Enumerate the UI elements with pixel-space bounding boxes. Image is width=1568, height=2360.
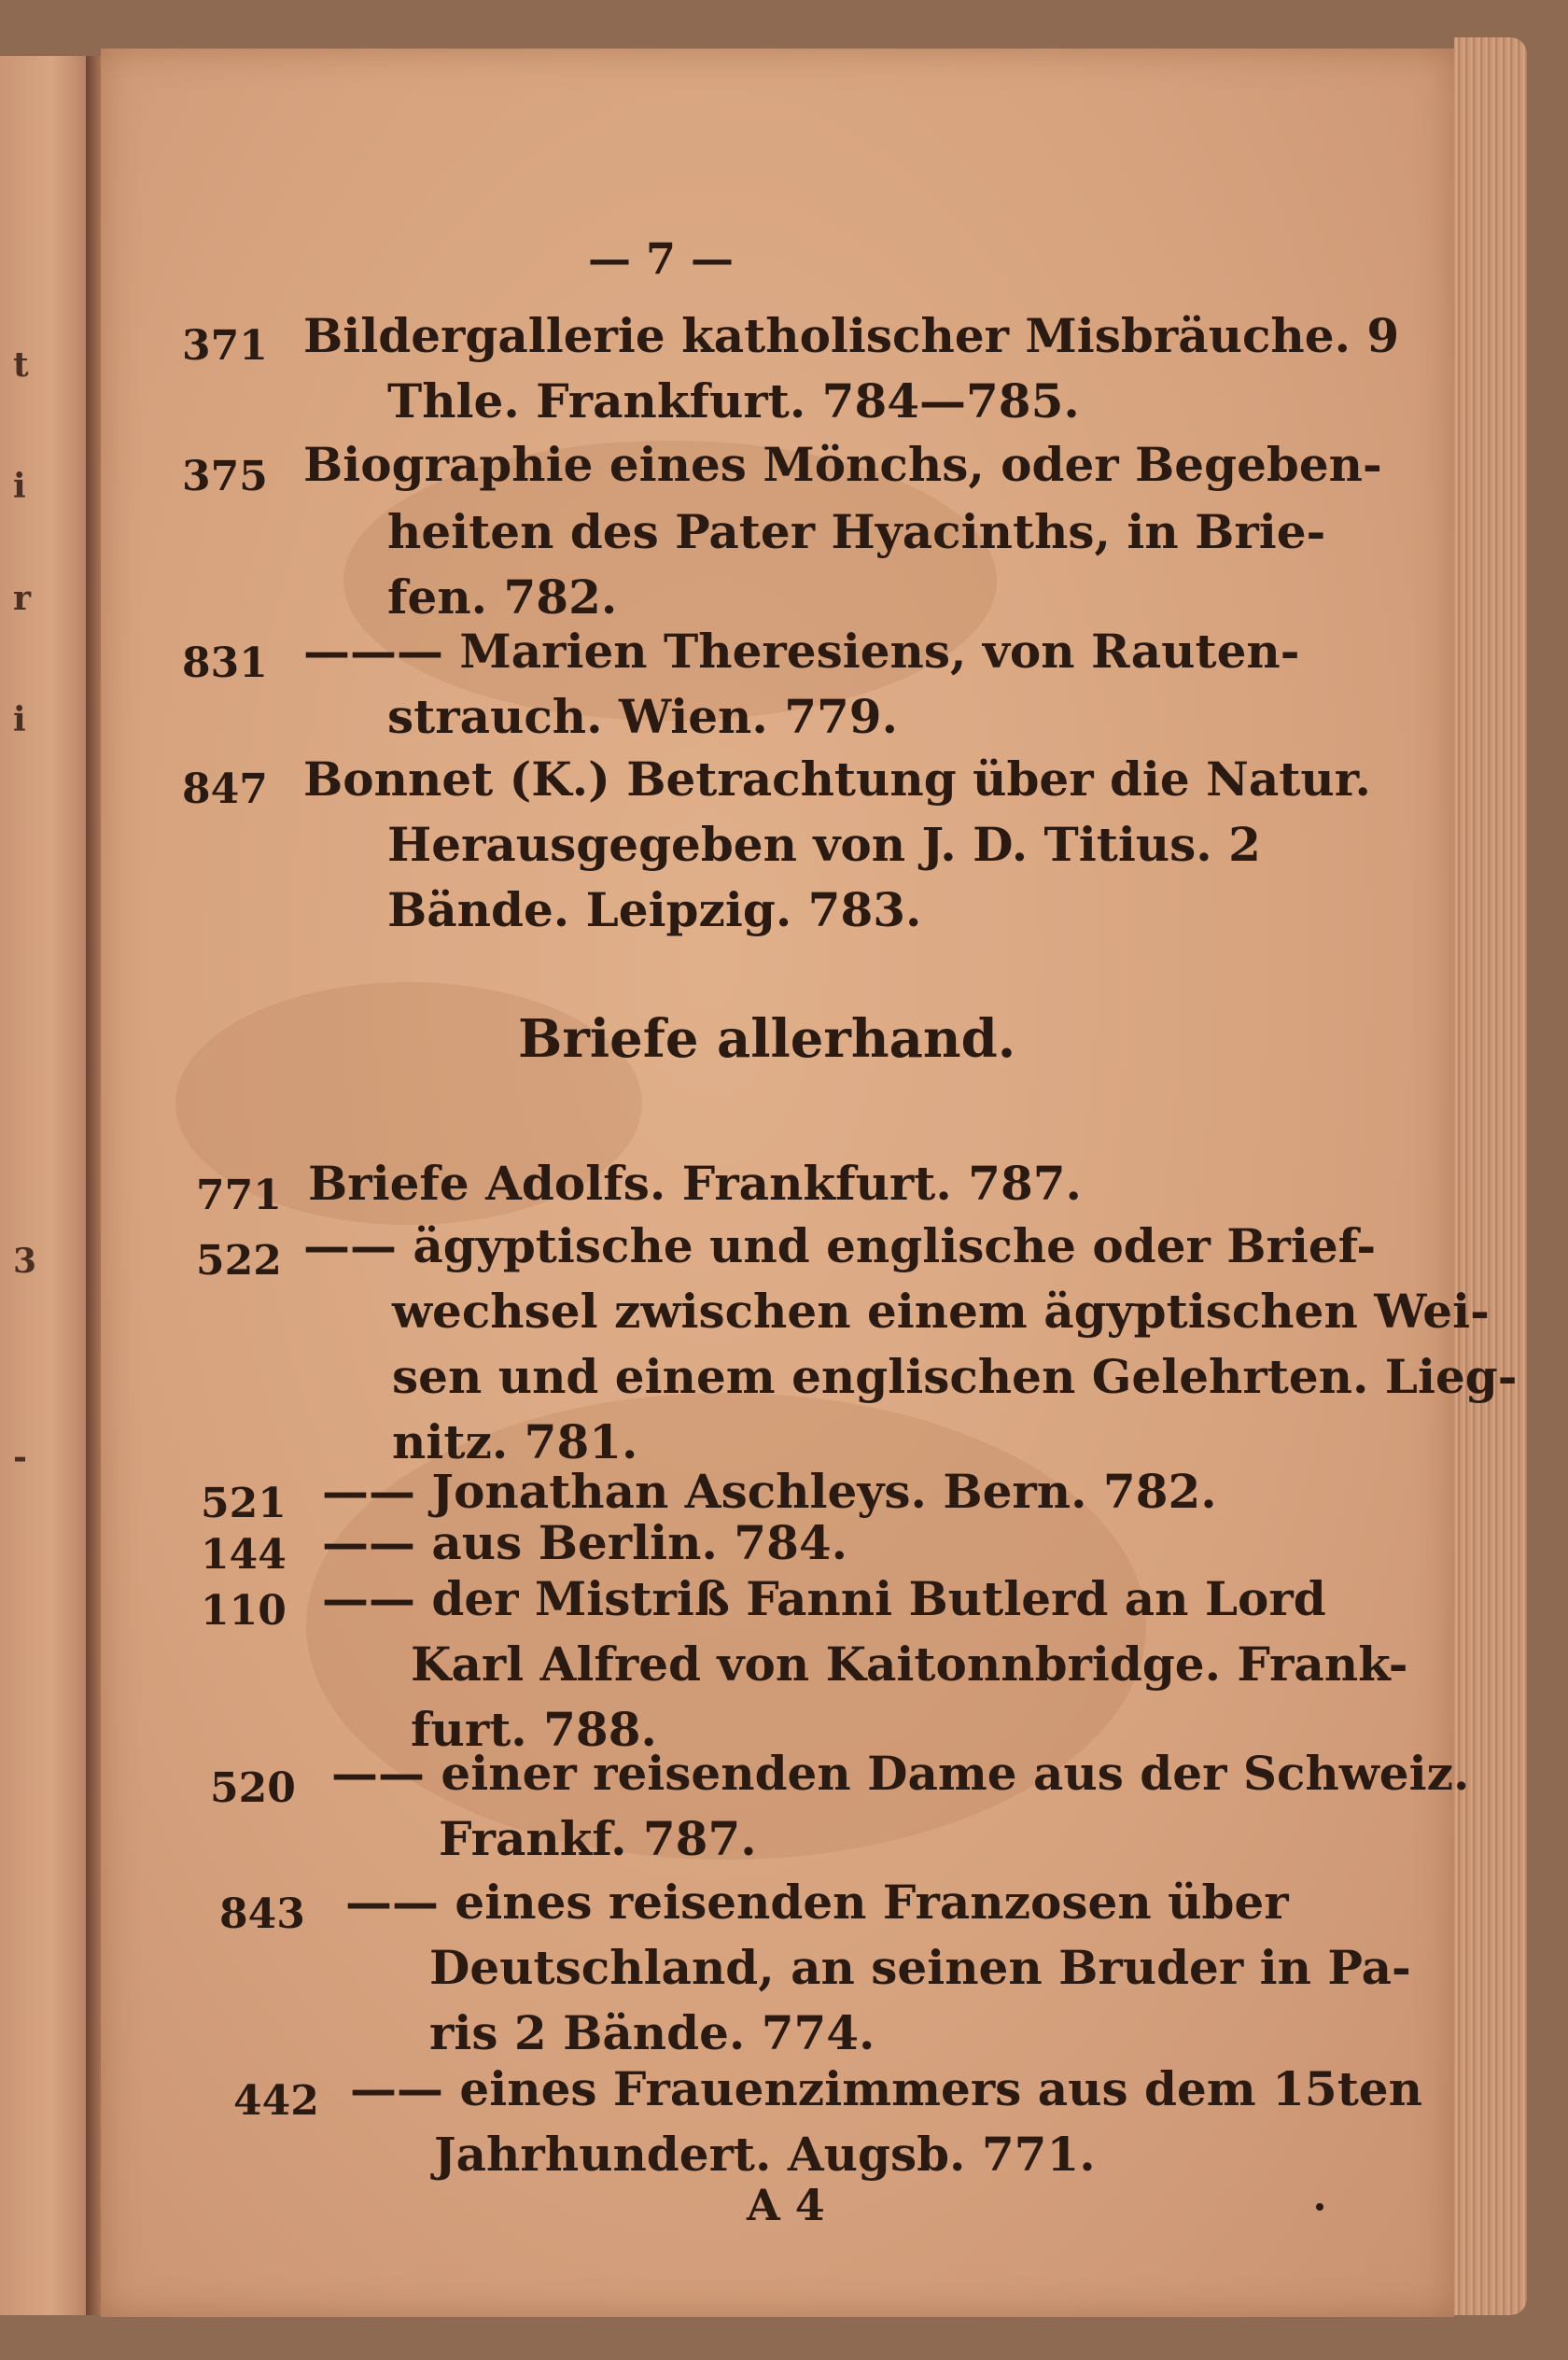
left-page-fragment: 3 xyxy=(13,1242,37,1281)
entry-number: 442 xyxy=(233,2077,319,2125)
page-edges xyxy=(1454,37,1527,2315)
ink-dot xyxy=(1316,2203,1323,2211)
entry-line: —— einer reisenden Dame aus der Schweiz. xyxy=(331,1746,1470,1801)
entry-number: 522 xyxy=(196,1237,282,1285)
entry-number: 144 xyxy=(201,1531,287,1579)
entry-line: —— ägyptische und englische oder Brief- xyxy=(303,1218,1377,1273)
page-header: — 7 — xyxy=(588,233,735,284)
entry-line: Briefe Adolfs. Frankfurt. 787. xyxy=(308,1156,1082,1211)
entry-number: 521 xyxy=(201,1480,287,1527)
entry-number: 520 xyxy=(210,1764,296,1812)
entry-line: furt. 788. xyxy=(411,1702,657,1757)
entry-line: —— aus Berlin. 784. xyxy=(322,1515,848,1570)
entry-line: Frankf. 787. xyxy=(439,1811,757,1866)
entry-line: Bildergallerie katholischer Misbräuche. 9 xyxy=(303,308,1400,363)
book-gutter xyxy=(86,56,101,2315)
entry-line: Karl Alfred von Kaitonnbridge. Frank- xyxy=(411,1637,1408,1692)
entry-number: 771 xyxy=(196,1172,282,1219)
entry-number: 847 xyxy=(182,766,268,813)
entry-line: strauch. Wien. 779. xyxy=(387,689,898,744)
entry-line: —— Jonathan Aschleys. Bern. 782. xyxy=(322,1464,1217,1519)
entry-line: Biographie eines Mönchs, oder Begeben- xyxy=(303,437,1382,492)
entry-line: Jahrhundert. Augsb. 771. xyxy=(434,2127,1096,2182)
entry-line: Bonnet (K.) Betrachtung über die Natur. xyxy=(303,752,1371,807)
entry-line: —— der Mistriß Fanni Butlerd an Lord xyxy=(322,1571,1326,1626)
left-page-fragment: r xyxy=(13,579,31,618)
left-page-fragment: i xyxy=(13,700,26,739)
entry-number: 371 xyxy=(182,322,268,370)
entry-line: ris 2 Bände. 774. xyxy=(429,2005,875,2060)
entry-line: Thle. Frankfurt. 784—785. xyxy=(387,373,1080,428)
entry-line: wechsel zwischen einem ägyptischen Wei- xyxy=(392,1284,1490,1339)
entry-line: —— eines reisenden Franzosen über xyxy=(345,1875,1289,1930)
entry-number: 831 xyxy=(182,639,268,687)
entry-line: heiten des Pater Hyacinths, in Brie- xyxy=(387,504,1326,559)
left-page-fragment: - xyxy=(13,1438,27,1477)
section-title: Briefe allerhand. xyxy=(518,1008,1016,1070)
signature-mark: A 4 xyxy=(747,2180,825,2230)
left-page-fragment: t xyxy=(13,345,29,385)
entry-line: ——— Marien Theresiens, von Rauten- xyxy=(303,624,1300,679)
entry-line: Deutschland, an seinen Bruder in Pa- xyxy=(429,1940,1411,1995)
entry-line: fen. 782. xyxy=(387,569,618,625)
entry-number: 843 xyxy=(219,1890,305,1938)
entry-line: sen und einem englischen Gelehrten. Lieg- xyxy=(392,1349,1518,1404)
entry-line: Bände. Leipzig. 783. xyxy=(387,882,922,937)
entry-line: —— eines Frauenzimmers aus dem 15ten xyxy=(350,2061,1422,2116)
entry-number: 375 xyxy=(182,453,268,500)
entry-line: Herausgegeben von J. D. Titius. 2 xyxy=(387,817,1261,872)
entry-line: nitz. 781. xyxy=(392,1414,638,1469)
left-page-fragment: i xyxy=(13,467,26,506)
entry-number: 110 xyxy=(201,1587,287,1635)
left-page-edge xyxy=(0,56,88,2315)
